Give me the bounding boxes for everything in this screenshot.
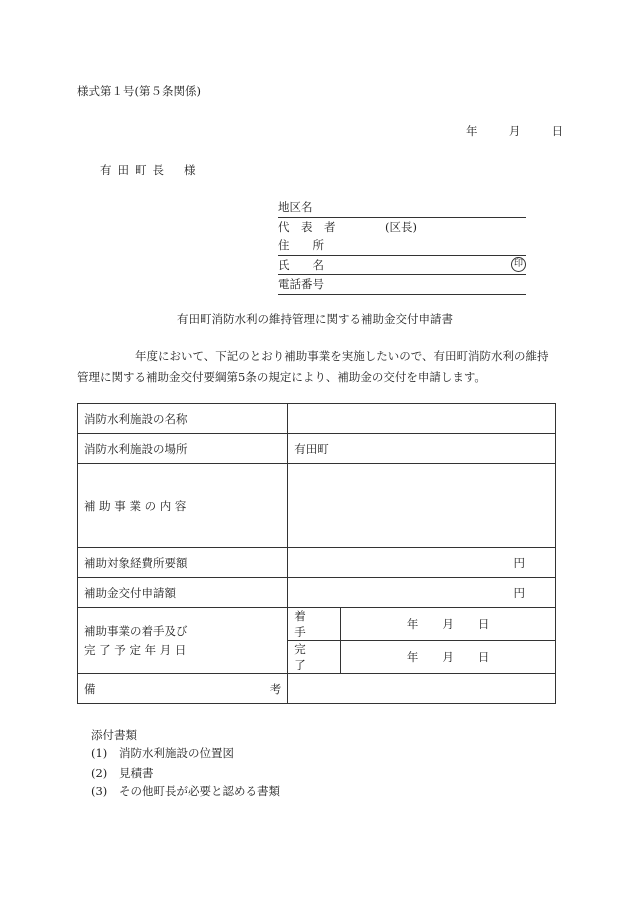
attachment-item	[91, 765, 154, 781]
attachment-text: その他町長が必要と認める書類	[119, 784, 280, 798]
attachment-num: (1)	[91, 746, 108, 760]
schedule-start-row	[78, 608, 556, 641]
start-day: 日	[477, 617, 490, 631]
request-amount-field[interactable]	[288, 578, 556, 608]
district-row[interactable]	[278, 198, 526, 218]
address-row[interactable]	[278, 236, 526, 256]
date-year: 年	[466, 124, 478, 138]
attachment-num: (2)	[91, 766, 108, 780]
attachment-item	[91, 783, 280, 799]
remarks-row	[78, 674, 556, 704]
attachments-heading: 添付書類	[91, 728, 137, 742]
remarks-label-1: 備	[84, 681, 96, 696]
yen-unit: 円	[513, 555, 525, 570]
name-label: 氏 名	[278, 257, 324, 272]
representative-row	[278, 218, 526, 237]
project-content-label: 補 助 事 業 の 内 容	[78, 464, 288, 548]
start-year: 年	[406, 617, 419, 631]
remarks-field[interactable]	[288, 674, 556, 704]
facility-location-label: 消防水利施設の場所	[78, 434, 288, 464]
schedule-label	[78, 608, 288, 674]
attachment-item	[91, 745, 234, 761]
schedule-label-line1: 補助事業の着手及び	[84, 623, 188, 638]
addressee	[100, 162, 196, 178]
seal-icon: 印	[511, 257, 526, 272]
facility-location-row	[78, 434, 556, 464]
name-row[interactable]	[278, 256, 526, 276]
phone-row[interactable]	[278, 275, 526, 295]
district-label: 地区名	[278, 200, 313, 214]
applicant-block	[278, 198, 526, 295]
application-table	[77, 403, 556, 704]
facility-name-row	[78, 404, 556, 434]
form-number: 様式第１号(第５条関係)	[77, 84, 201, 98]
remarks-label-2: 考	[269, 681, 282, 696]
start-date-field[interactable]	[341, 608, 556, 641]
document-title: 有田町消防水利の維持管理に関する補助金交付申請書	[177, 312, 453, 326]
start-label: 着 手	[288, 608, 341, 641]
representative-note: (区長)	[385, 219, 417, 234]
request-amount-row	[78, 578, 556, 608]
phone-label: 電話番号	[278, 277, 324, 291]
complete-month: 月	[442, 650, 454, 664]
complete-label: 完 了	[288, 641, 341, 674]
target-cost-label: 補助対象経費所要額	[78, 548, 288, 578]
attachment-text: 消防水利施設の位置図	[119, 746, 234, 760]
start-month: 月	[442, 617, 454, 631]
complete-date-field[interactable]	[341, 641, 556, 674]
addressee-suffix: 様	[184, 163, 196, 177]
complete-year: 年	[406, 650, 419, 664]
yen-unit: 円	[513, 585, 525, 600]
complete-day: 日	[477, 650, 490, 664]
schedule-label-line2: 完 了 予 定 年 月 日	[84, 642, 187, 657]
attachment-num: (3)	[91, 784, 108, 798]
project-content-row	[78, 464, 556, 548]
date-line	[466, 123, 563, 139]
request-amount-label: 補助金交付申請額	[78, 578, 288, 608]
target-cost-row	[78, 548, 556, 578]
project-content-field[interactable]	[288, 464, 556, 548]
target-cost-field[interactable]	[288, 548, 556, 578]
remarks-label	[78, 674, 288, 704]
addressee-name: 有田町長	[100, 163, 170, 177]
application-statement: 年度において、下記のとおり補助事業を実施したいので、有田町消防水利の維持管理に関する補助金交付要綱第5条の規定により、補助金の交付を申請します。	[77, 349, 549, 384]
facility-location-field[interactable]: 有田町	[288, 434, 556, 464]
representative-label: 代 表 者	[278, 219, 336, 234]
facility-name-field[interactable]	[288, 404, 556, 434]
facility-name-label: 消防水利施設の名称	[78, 404, 288, 434]
address-label: 住 所	[278, 238, 324, 252]
date-day: 日	[551, 124, 564, 138]
date-month: 月	[508, 124, 521, 138]
attachment-text: 見積書	[119, 766, 154, 780]
